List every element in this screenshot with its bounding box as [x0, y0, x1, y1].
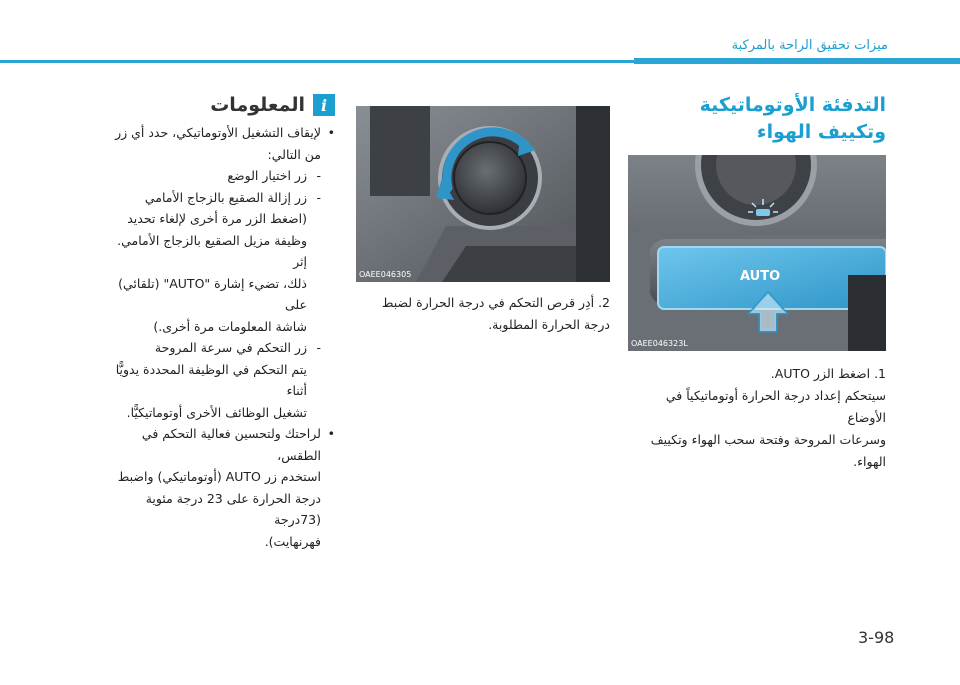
climate-section [628, 92, 886, 473]
info-sub-item [105, 187, 321, 338]
sub-line: - زر اختيار الوضع [227, 168, 307, 183]
info-sub-list [105, 165, 321, 423]
info-sub-item [105, 165, 321, 187]
info-header [105, 94, 335, 116]
page-number: 3-98 [858, 628, 895, 647]
temperature-knob-illustration [356, 106, 610, 282]
sub-line: (اضغط الزر مرة أخرى لإلغاء تحديد [127, 211, 307, 226]
step-1-line: وسرعات المروحة وفتحة سحب الهواء وتكييف [650, 432, 886, 448]
step-2 [356, 292, 610, 336]
header-title: ميزات تحقيق الراحة بالمركبة [731, 38, 888, 53]
info-title: المعلومات [210, 94, 305, 116]
note-line: استخدم زر AUTO (أوتوماتيكي) واضبط [117, 469, 321, 484]
header-rule-accent [634, 58, 960, 64]
sub-line: - زر التحكم في سرعة المروحة [154, 340, 307, 355]
sub-line: يتم التحكم في الوظيفة المحددة يدويًّا أثناء [115, 361, 307, 398]
sub-line: تشغيل الوظائف الأخرى أوتوماتيكيًّا. [126, 404, 307, 420]
climate-section-title: التدفئة الأوتوماتيكية وتكييف الهواء [699, 94, 886, 143]
step-2-line: درجة الحرارة المطلوبة. [488, 317, 610, 332]
sub-line: - زر إزالة الصقيع بالزجاج الأمامي [144, 189, 307, 205]
auto-button-illustration [628, 155, 886, 351]
step-2-line: 2. أدِر قرص التحكم في درجة الحرارة لضبط [381, 295, 610, 310]
note-line: فهرنهايت). [264, 533, 321, 549]
photo-code-mid: OAEE046305 [359, 270, 412, 279]
note-line: • لإيقاف التشغيل الأوتوماتيكي، حدد أي زر [115, 125, 321, 140]
temperature-knob-photo [356, 106, 610, 282]
note-line: • لراحتك ولتحسين فعالية التحكم في الطقس، [141, 426, 321, 463]
info-box [105, 94, 335, 552]
info-icon: i [313, 94, 335, 116]
note-line: من التالي: [267, 146, 321, 162]
photo-code-right: OAEE046323L [631, 339, 688, 349]
step-1-line: الهواء. [853, 454, 886, 470]
sub-line: ذلك، تضيء إشارة "AUTO" (تلقائي) على [118, 275, 307, 312]
step-1 [628, 363, 886, 473]
temperature-section [356, 106, 610, 336]
info-sub-item [105, 337, 321, 423]
info-note [105, 122, 335, 423]
info-notes [105, 122, 335, 552]
sub-line: وظيفة مزيل الصقيع بالزجاج الأمامي. إثر [117, 232, 307, 269]
step-1-line: 1. اضغط الزر AUTO. [770, 366, 886, 382]
info-note [105, 423, 335, 552]
auto-button-photo [628, 155, 886, 351]
step-1-line: سيتحكم إعداد درجة الحرارة أوتوماتيكياً في الأوضاع [665, 388, 886, 426]
note-line: درجة الحرارة على 23 درجة مئوية (73درجة [145, 490, 321, 527]
auto-label: AUTO [740, 269, 781, 285]
sub-line: شاشة المعلومات مرة أخرى.) [153, 318, 307, 334]
